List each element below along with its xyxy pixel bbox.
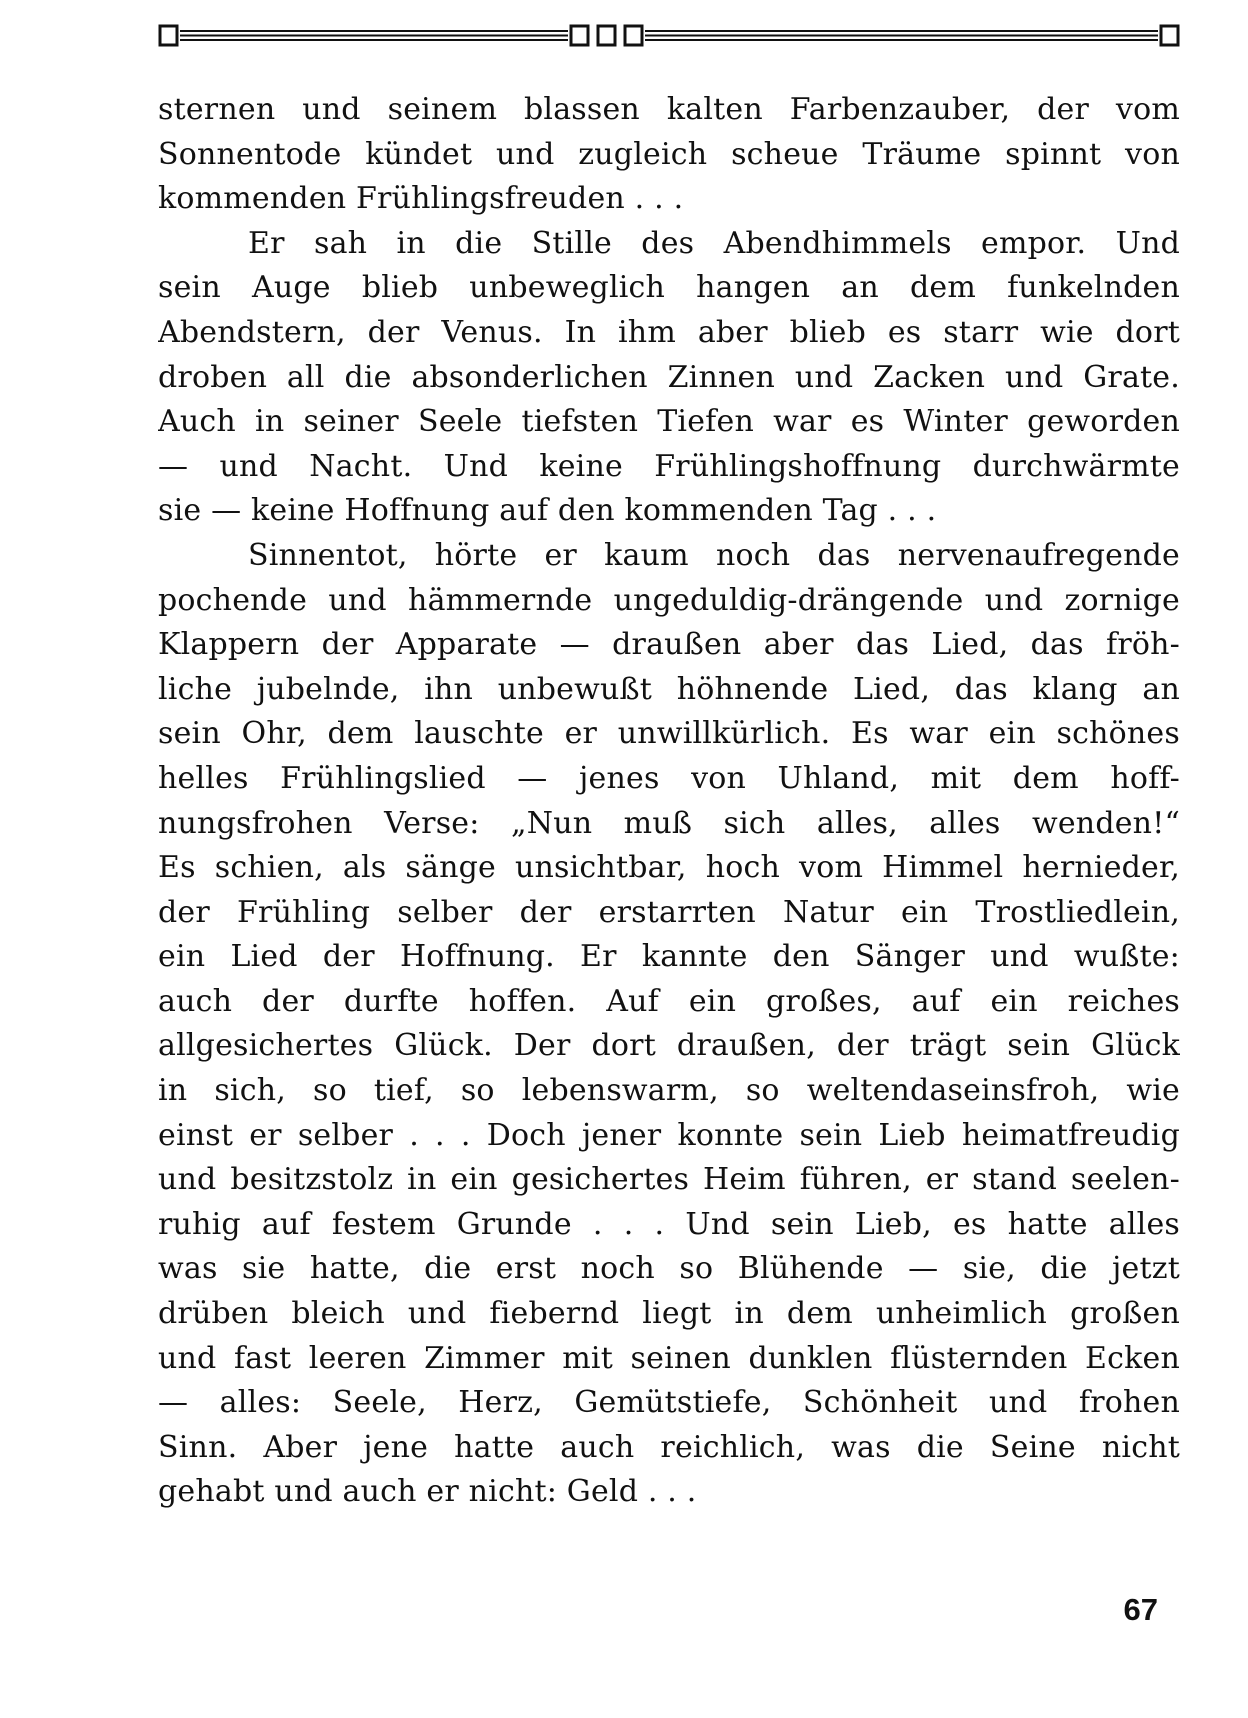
text-line: einst er selber . . . Doch jener konnte sein Lieb heimatfreudig: [158, 1117, 1180, 1153]
text-line: droben all die absonderlichen Zinnen und Zacken und Grate.: [158, 359, 1180, 395]
text-line: sein Ohr, dem lauschte er unwillkürlich. Es war ein schönes: [158, 716, 1180, 752]
text-line: ruhig auf festem Grunde . . . Und sein Lieb, es hatte alles: [158, 1206, 1180, 1242]
text-line: liche jubelnde, ihn unbewußt höhnende Lied, das klang an: [158, 671, 1180, 707]
text-line: in sich, so tief, so lebenswarm, so weltendaseinsfroh, wie: [158, 1073, 1180, 1109]
header-ornament: [158, 22, 1182, 50]
text-line: und besitzstolz in ein gesichertes Heim führen, er stand seelen-: [158, 1162, 1180, 1198]
text-line: Es schien, als sänge unsichtbar, hoch vom Himmel hernieder,: [158, 850, 1180, 886]
text-line: sie — keine Hoffnung auf den kommenden Tag . . .: [158, 493, 937, 529]
text-line: pochende und hämmernde ungeduldig-drängende und zornige: [158, 582, 1180, 618]
text-line: was sie hatte, die erst noch so Blühende — sie, die jetzt: [158, 1251, 1180, 1287]
text-line: — alles: Seele, Herz, Gemütstiefe, Schönheit und frohen: [158, 1385, 1180, 1421]
text-line: Sinn. Aber jene hatte auch reichlich, was die Seine nicht: [158, 1429, 1180, 1465]
text-line: gehabt und auch er nicht: Geld . . .: [158, 1474, 697, 1510]
body-text: [158, 88, 1180, 1515]
text-line: drüben bleich und fiebernd liegt in dem unheimlich großen: [158, 1296, 1180, 1332]
text-line: Auch in seiner Seele tiefsten Tiefen war es Winter geworden: [158, 404, 1180, 440]
text-line: nungsfrohen Verse: „Nun muß sich alles, alles wenden!“: [158, 805, 1180, 841]
page-number: 67: [1123, 1592, 1158, 1627]
text-line: auch der durfte hoffen. Auf ein großes, auf ein reiches: [158, 983, 1180, 1019]
text-line: helles Frühlingslied — jenes von Uhland, mit dem hoff-: [158, 760, 1180, 796]
text-line: der Frühling selber der erstarrten Natur ein Trostliedlein,: [158, 894, 1180, 930]
text-line: Klappern der Apparate — draußen aber das Lied, das fröh-: [158, 627, 1180, 663]
text-line: kommenden Frühlingsfreuden . . .: [158, 181, 684, 217]
text-line: Er sah in die Stille des Abendhimmels empor. Und: [248, 225, 1180, 261]
text-line: Abendstern, der Venus. In ihm aber blieb es starr wie dort: [158, 314, 1180, 350]
text-line: Sinnentot, hörte er kaum noch das nervenaufregende: [248, 537, 1180, 573]
text-line: allgesichertes Glück. Der dort draußen, der trägt sein Glück: [158, 1028, 1180, 1064]
text-line: — und Nacht. Und keine Frühlingshoffnung durchwärmte: [158, 448, 1180, 484]
text-line: und fast leeren Zimmer mit seinen dunklen flüsternden Ecken: [158, 1340, 1180, 1376]
text-line: ein Lied der Hoffnung. Er kannte den Sänger und wußte:: [158, 939, 1180, 975]
text-line: sternen und seinem blassen kalten Farbenzauber, der vom: [158, 92, 1180, 127]
text-line: sein Auge blieb unbeweglich hangen an dem funkelnden: [158, 270, 1180, 306]
text-line: Sonnentode kündet und zugleich scheue Träume spinnt von: [158, 136, 1180, 172]
